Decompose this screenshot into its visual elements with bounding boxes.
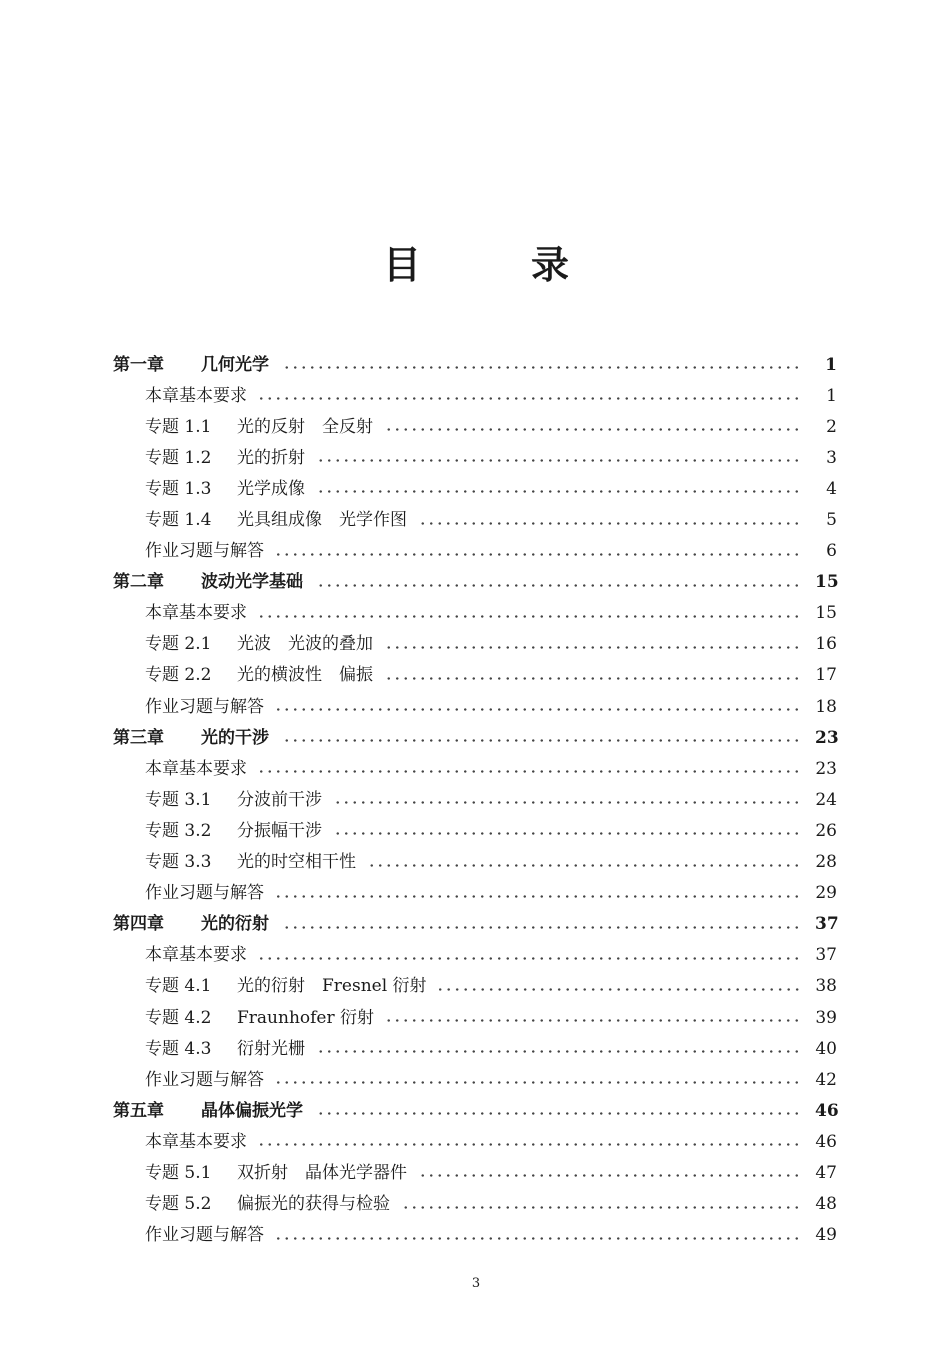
toc-entry-heading	[145, 385, 247, 407]
dot-leader	[281, 366, 801, 369]
toc-entry-title: 光的横波性 偏振	[237, 665, 373, 686]
toc-entry-title: 光的衍射 Fresnel 衍射	[237, 976, 427, 997]
toc-section-row[interactable]	[113, 411, 837, 442]
footer-page-number: 3	[471, 1276, 481, 1291]
toc-entry-title: 本章基本要求	[145, 758, 247, 779]
toc-entry-page-number: 47	[815, 1162, 837, 1183]
toc-entry-heading	[145, 1162, 407, 1184]
toc-entry-page-number: 18	[815, 696, 837, 717]
toc-entry-title: 几何光学	[201, 354, 269, 375]
toc-section-row[interactable]	[113, 380, 837, 411]
toc-entry-heading	[145, 882, 264, 904]
toc-entry-heading	[113, 354, 269, 376]
toc-entry-page-number: 29	[815, 883, 837, 904]
dot-leader	[317, 1050, 801, 1053]
toc-entry-page-number: 48	[815, 1194, 837, 1215]
toc-entry-title: 分波前干涉	[237, 789, 322, 810]
toc-entry-number: 专题 1.3	[145, 478, 212, 499]
toc-entry-page-number: 23	[815, 727, 839, 748]
toc-entry-number: 第一章	[113, 354, 164, 375]
toc-section-row[interactable]	[113, 473, 837, 504]
dot-leader	[315, 584, 801, 587]
toc-entry-page-number: 42	[815, 1069, 837, 1090]
toc-entry-page-number: 6	[826, 541, 837, 562]
toc-section-row[interactable]	[113, 753, 837, 784]
toc-entry-number: 专题 3.2	[145, 820, 212, 841]
toc-entry-number: 第二章	[113, 572, 164, 593]
toc-section-row[interactable]	[113, 971, 837, 1002]
toc-entry-number: 专题 5.1	[145, 1162, 212, 1183]
toc-entry-number: 专题 1.1	[145, 416, 212, 437]
toc-entry-page-number: 23	[815, 758, 837, 779]
toc-section-row[interactable]	[113, 1157, 837, 1188]
dot-leader	[281, 739, 801, 742]
toc-entry-heading	[145, 664, 373, 686]
toc-entry-title: 光具组成像 光学作图	[237, 510, 407, 531]
toc-entry-title: 光的折射	[237, 447, 305, 468]
toc-entry-page-number: 3	[826, 447, 837, 468]
toc-entry-heading	[145, 820, 322, 842]
toc-entry-heading	[145, 696, 264, 718]
toc-entry-number: 专题 2.1	[145, 634, 212, 655]
toc-entry-title: 光波 光波的叠加	[237, 634, 373, 655]
toc-entry-title: 本章基本要求	[145, 385, 247, 406]
toc-entry-page-number: 40	[815, 1038, 837, 1059]
dot-leader	[259, 957, 801, 960]
page-title: 目 录	[382, 242, 605, 287]
dot-leader	[402, 1206, 801, 1209]
toc-section-row[interactable]	[113, 1033, 837, 1064]
toc-entry-page-number: 37	[815, 945, 837, 966]
toc-entry-title: 作业习题与解答	[145, 883, 264, 904]
toc-section-row[interactable]	[113, 940, 837, 971]
toc-entry-title: 作业习题与解答	[145, 1069, 264, 1090]
toc-entry-number: 第四章	[113, 914, 164, 935]
toc-entry-heading	[145, 1007, 374, 1029]
toc-entry-page-number: 39	[815, 1007, 837, 1028]
toc-entry-number: 专题 1.4	[145, 510, 212, 531]
toc-entry-title: 本章基本要求	[145, 945, 247, 966]
toc-entry-heading	[145, 478, 305, 500]
toc-entry-page-number: 46	[815, 1100, 839, 1121]
dot-leader	[259, 770, 801, 773]
toc-entry-title: 光学成像	[237, 478, 305, 499]
toc-section-row[interactable]	[113, 442, 837, 473]
dot-leader	[419, 522, 801, 525]
toc-entry-page-number: 2	[826, 416, 837, 437]
toc-entry-page-number: 26	[815, 820, 837, 841]
toc-entry-page-number: 28	[815, 852, 837, 873]
toc-entry-title: 晶体偏振光学	[201, 1100, 303, 1121]
toc-entry-heading	[145, 1038, 305, 1060]
toc-entry-heading	[145, 758, 247, 780]
toc-entry-heading	[145, 633, 373, 655]
dot-leader	[439, 988, 801, 991]
toc-entry-heading	[145, 1069, 264, 1091]
toc-entry-heading	[113, 571, 303, 593]
toc-section-row[interactable]	[113, 1002, 837, 1033]
toc-section-row[interactable]	[113, 536, 837, 567]
toc-entry-number: 专题 4.3	[145, 1038, 212, 1059]
table-of-contents	[113, 349, 837, 1251]
toc-entry-title: 本章基本要求	[145, 603, 247, 624]
toc-entry-page-number: 1	[826, 385, 837, 406]
toc-section-row[interactable]	[113, 691, 837, 722]
toc-entry-number: 专题 1.2	[145, 447, 212, 468]
toc-entry-page-number: 1	[825, 354, 837, 375]
dot-leader	[385, 677, 801, 680]
toc-entry-number: 专题 4.2	[145, 1007, 212, 1028]
toc-entry-title: 双折射 晶体光学器件	[237, 1162, 407, 1183]
toc-entry-title: 光的衍射	[201, 914, 269, 935]
toc-entry-number: 专题 5.2	[145, 1194, 212, 1215]
dot-leader	[276, 553, 801, 556]
toc-entry-page-number: 16	[815, 634, 837, 655]
toc-entry-heading	[113, 727, 269, 749]
toc-chapter-row[interactable]	[113, 722, 837, 753]
dot-leader	[276, 895, 801, 898]
toc-entry-heading	[145, 602, 247, 624]
toc-entry-heading	[145, 1193, 390, 1215]
toc-entry-page-number: 15	[815, 603, 837, 624]
toc-entry-heading	[145, 789, 322, 811]
toc-entry-number: 专题 3.1	[145, 789, 212, 810]
dot-leader	[276, 1081, 801, 1084]
toc-entry-heading	[113, 913, 269, 935]
toc-section-row[interactable]	[113, 1189, 837, 1220]
toc-entry-title: 作业习题与解答	[145, 1225, 264, 1246]
toc-section-row[interactable]	[113, 1064, 837, 1095]
toc-entry-title: Fraunhofer 衍射	[237, 1007, 375, 1028]
dot-leader	[368, 864, 801, 867]
dot-leader	[317, 490, 801, 493]
toc-entry-page-number: 15	[815, 572, 839, 593]
dot-leader	[334, 832, 801, 835]
toc-entry-heading	[113, 1100, 303, 1122]
dot-leader	[259, 1143, 801, 1146]
toc-section-row[interactable]	[113, 847, 837, 878]
toc-entry-page-number: 24	[815, 789, 837, 810]
toc-entry-heading	[145, 944, 247, 966]
toc-entry-title: 本章基本要求	[145, 1131, 247, 1152]
toc-section-row[interactable]	[113, 504, 837, 535]
toc-entry-title: 光的时空相干性	[237, 852, 356, 873]
toc-entry-heading	[145, 447, 305, 469]
toc-entry-page-number: 37	[815, 914, 839, 935]
toc-entry-number: 第五章	[113, 1100, 164, 1121]
toc-entry-number: 专题 2.2	[145, 665, 212, 686]
toc-entry-heading	[145, 975, 427, 997]
toc-entry-page-number: 17	[815, 665, 837, 686]
dot-leader	[259, 615, 801, 618]
dot-leader	[259, 397, 801, 400]
toc-entry-number: 第三章	[113, 727, 164, 748]
toc-chapter-row[interactable]	[113, 909, 837, 940]
dot-leader	[276, 1237, 801, 1240]
toc-section-row[interactable]	[113, 784, 837, 815]
toc-entry-heading	[145, 1131, 247, 1153]
toc-entry-title: 作业习题与解答	[145, 696, 264, 717]
toc-entry-heading	[145, 1224, 264, 1246]
toc-entry-title: 光的干涉	[201, 727, 269, 748]
dot-leader	[386, 1019, 801, 1022]
dot-leader	[385, 646, 801, 649]
toc-chapter-row[interactable]	[113, 1095, 837, 1126]
toc-entry-heading	[145, 509, 407, 531]
toc-entry-page-number: 4	[826, 478, 837, 499]
toc-entry-heading	[145, 416, 373, 438]
toc-entry-title: 光的反射 全反射	[237, 416, 373, 437]
toc-entry-heading	[145, 851, 356, 873]
dot-leader	[334, 801, 801, 804]
toc-section-row[interactable]	[113, 1220, 837, 1251]
toc-section-row[interactable]	[113, 1126, 837, 1157]
toc-entry-number: 专题 3.3	[145, 852, 212, 873]
toc-chapter-row[interactable]	[113, 349, 837, 380]
toc-entry-page-number: 49	[815, 1225, 837, 1246]
toc-entry-title: 分振幅干涉	[237, 820, 322, 841]
toc-entry-title: 偏振光的获得与检验	[237, 1194, 390, 1215]
dot-leader	[317, 459, 801, 462]
toc-entry-heading	[145, 540, 264, 562]
toc-section-row[interactable]	[113, 660, 837, 691]
toc-section-row[interactable]	[113, 629, 837, 660]
toc-entry-page-number: 46	[815, 1131, 837, 1152]
dot-leader	[385, 428, 801, 431]
toc-section-row[interactable]	[113, 598, 837, 629]
toc-section-row[interactable]	[113, 878, 837, 909]
dot-leader	[276, 708, 801, 711]
toc-entry-title: 衍射光栅	[237, 1038, 305, 1059]
toc-entry-title: 作业习题与解答	[145, 541, 264, 562]
toc-chapter-row[interactable]	[113, 567, 837, 598]
dot-leader	[281, 926, 801, 929]
dot-leader	[315, 1112, 801, 1115]
toc-section-row[interactable]	[113, 815, 837, 846]
dot-leader	[419, 1174, 801, 1177]
toc-entry-page-number: 5	[826, 510, 837, 531]
toc-entry-title: 波动光学基础	[201, 572, 303, 593]
toc-entry-number: 专题 4.1	[145, 976, 212, 997]
toc-entry-page-number: 38	[815, 976, 837, 997]
